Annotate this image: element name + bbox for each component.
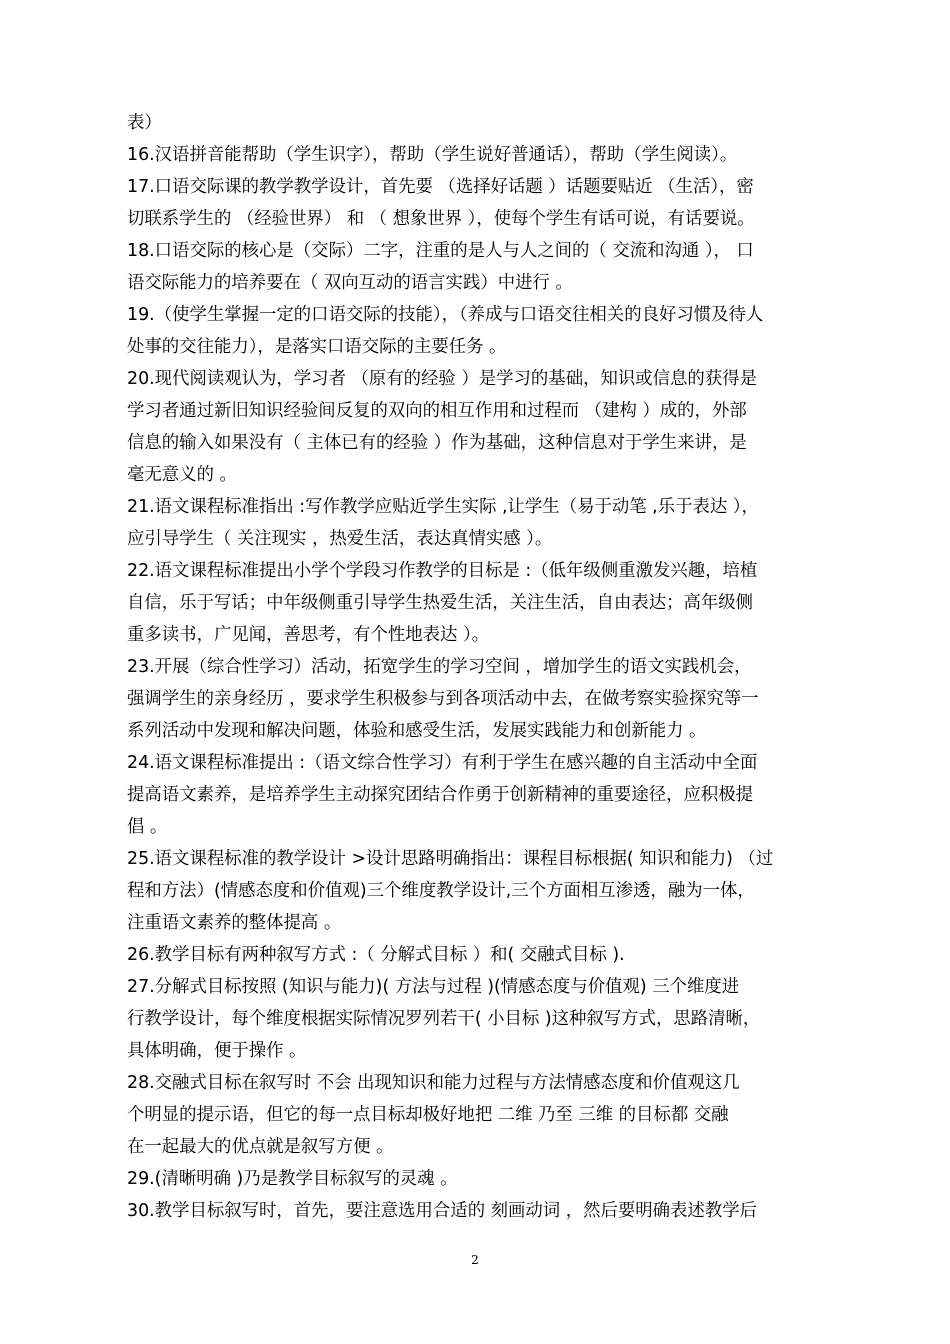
text-line: 30.教学目标叙写时，首先，要注意选用合适的 刻画动词 ，然后要明确表述教学后 xyxy=(127,1201,757,1221)
text-line: 学习者通过新旧知识经验间反复的双向的相互作用和过程而 （建构 ）成的，外部 xyxy=(127,401,747,421)
document-body xyxy=(127,107,827,1227)
text-line: 自信，乐于写话；中年级侧重引导学生热爱生活，关注生活，自由表达；高年级侧 xyxy=(127,593,754,613)
text-line: 28.交融式目标在叙写时 不会 出现知识和能力过程与方法情感态度和价值观这几 xyxy=(127,1073,740,1093)
text-line: 23.开展（综合性学习）活动，拓宽学生的学习空间 ，增加学生的语文实践机会， xyxy=(127,657,752,677)
text-line: 20.现代阅读观认为，学习者 （原有的经验 ）是学习的基础，知识或信息的获得是 xyxy=(127,369,757,389)
text-line: 21.语文课程标准指出 :写作教学应贴近学生实际 ,让学生（易于动笔 ,乐于表达 ）， xyxy=(127,497,759,517)
text-line: 处事的交往能力），是落实口语交际的主要任务 。 xyxy=(127,337,507,357)
text-line: 切联系学生的 （经验世界） 和 （ 想象世界 ），使每个学生有话可说，有话要说。 xyxy=(127,209,755,229)
text-line: 语交际能力的培养要在（ 双向互动的语言实践）中进行 。 xyxy=(127,273,573,293)
text-line: 25.语文课程标准的教学设计 >设计思路明确指出：课程目标根据( 知识和能力) （过 xyxy=(127,849,774,869)
text-line: 具体明确，便于操作 。 xyxy=(127,1041,307,1061)
text-line: 系列活动中发现和解决问题，体验和感受生活，发展实践能力和创新能力 。 xyxy=(127,721,707,741)
text-line: 强调学生的亲身经历 ，要求学生积极参与到各项活动中去，在做考察实验探究等一 xyxy=(127,689,759,709)
text-line: 27.分解式目标按照 (知识与能力)( 方法与过程 )(情感态度与价值观) 三个维度进 xyxy=(127,977,740,997)
text-line: 倡 。 xyxy=(127,817,168,837)
page-number: 2 xyxy=(471,1253,479,1267)
text-line: 在一起最大的优点就是叙写方便 。 xyxy=(127,1137,394,1157)
text-line: 注重语文素养的整体提高 。 xyxy=(127,913,342,933)
text-line: 应引导学生（ 关注现实 ，热爱生活，表达真情实感 ）。 xyxy=(127,529,553,549)
text-line: 26.教学目标有两种叙写方式 :（ 分解式目标 ）和( 交融式目标 ). xyxy=(127,945,625,965)
text-line: 程和方法）(情感态度和价值观)三个维度教学设计,三个方面相互渗透，融为一体， xyxy=(127,881,755,901)
text-line: 24.语文课程标准提出 :（语文综合性学习）有利于学生在感兴趣的自主活动中全面 xyxy=(127,753,758,773)
text-line: 19.（使学生掌握一定的口语交际的技能），（养成与口语交往相关的良好习惯及待人 xyxy=(127,305,764,325)
text-line: 29.(清晰明确 )乃是教学目标叙写的灵魂 。 xyxy=(127,1169,458,1189)
text-line: 提高语文素养，是培养学生主动探究团结合作勇于创新精神的重要途径，应积极提 xyxy=(127,785,754,805)
text-line: 18.口语交际的核心是（交际）二字，注重的是人与人之间的（ 交流和沟通 ）， 口 xyxy=(127,241,754,261)
text-line: 行教学设计，每个维度根据实际情况罗列若干( 小目标 )这种叙写方式，思路清晰， xyxy=(127,1009,761,1029)
text-line: 22.语文课程标准提出小学个学段习作教学的目标是 :（低年级侧重激发兴趣，培植 xyxy=(127,561,758,581)
text-line: 毫无意义的 。 xyxy=(127,465,237,485)
text-line: 表） xyxy=(127,113,162,133)
text-line: 个明显的提示语，但它的每一点目标却极好地把 二维 乃至 三维 的目标都 交融 xyxy=(127,1105,729,1125)
text-line: 重多读书，广见闻，善思考，有个性地表达 ）。 xyxy=(127,625,490,645)
text-line: 16.汉语拼音能帮助（学生识字），帮助（学生说好普通话），帮助（学生阅读）。 xyxy=(127,145,738,165)
text-line: 17.口语交际课的教学教学设计，首先要 （选择好话题 ）话题要贴近 （生活），密 xyxy=(127,177,754,197)
text-line: 信息的输入如果没有（ 主体已有的经验 ）作为基础，这种信息对于学生来讲，是 xyxy=(127,433,747,453)
